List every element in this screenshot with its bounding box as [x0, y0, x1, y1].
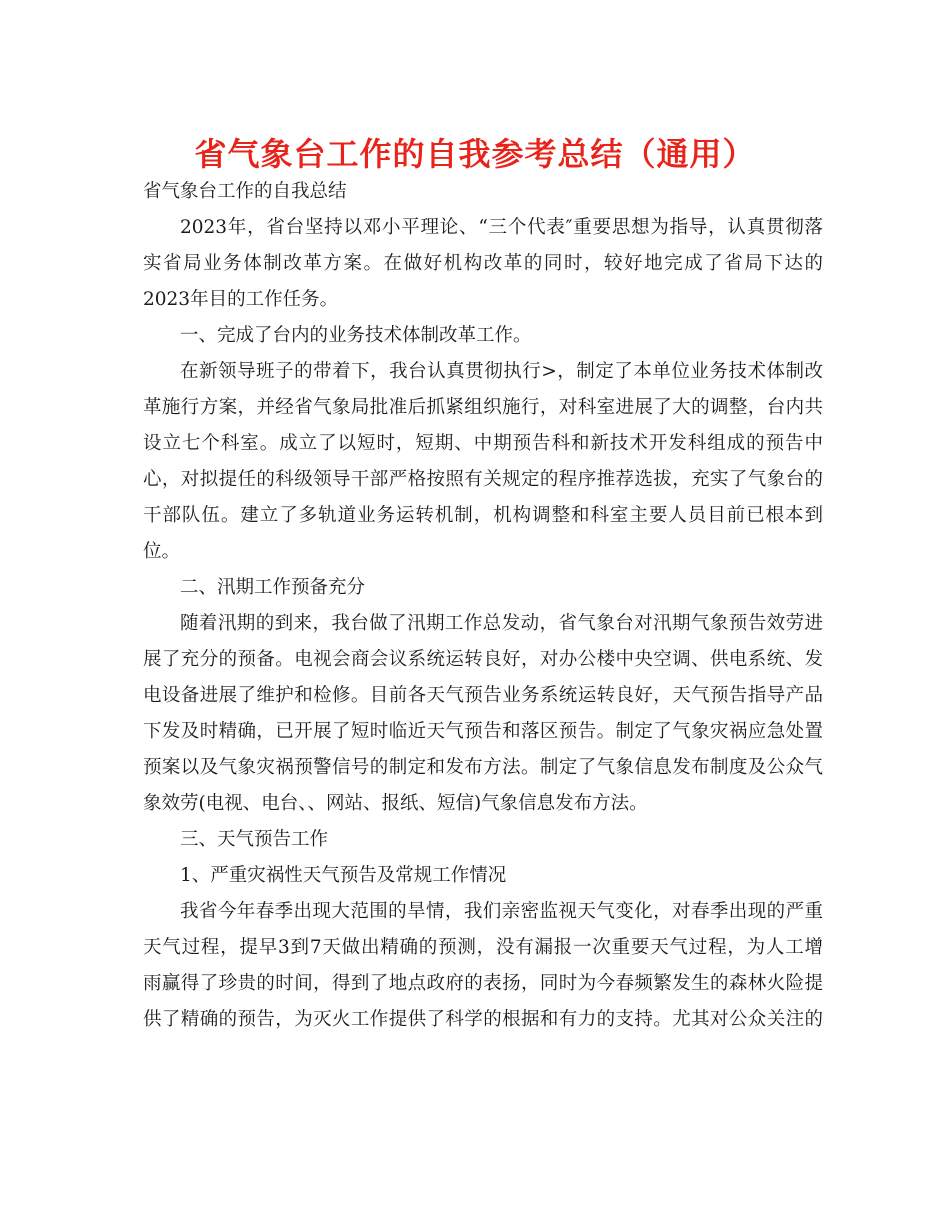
text-line: 供了精确的预告，为灭火工作提供了科学的根据和有力的支持。尤其对公众关注的	[143, 1009, 823, 1030]
document-title: 省气象台工作的自我参考总结（通用）	[194, 135, 756, 173]
text-line: 2023年目的工作任务。	[143, 289, 339, 310]
section-heading: 三、天气预告工作	[180, 829, 329, 850]
text-line: 雨赢得了珍贵的时间，得到了地点政府的表扬，同时为今春频繁发生的森林火险提	[143, 973, 823, 994]
text-line: 我省今年春季出现大范围的旱情，我们亲密监视天气变化，对春季出现的严重	[180, 901, 823, 922]
text-line: 在新领导班子的带着下，我台认真贯彻执行>，制定了本单位业务技术体制改	[180, 361, 823, 382]
text-line: 革施行方案，并经省气象局批准后抓紧组织施行，对科室进展了大的调整，台内共	[143, 397, 823, 418]
subtitle-line: 省气象台工作的自我总结	[143, 181, 347, 202]
text-line: 位。	[143, 541, 181, 562]
text-line: 象效劳(电视、电台、、网站、报纸、短信)气象信息发布方法。	[143, 793, 648, 814]
text-line: 展了充分的预备。电视会商会议系统运转良好，对办公楼中央空调、供电系统、发	[143, 649, 823, 670]
text-line: 天气过程，提早3到7天做出精确的预测，没有漏报一次重要天气过程，为人工增	[143, 937, 823, 958]
text-line: 心，对拟提任的科级领导干部严格按照有关规定的程序推荐选拔，充实了气象台的	[143, 469, 823, 490]
text-line: 2023年，省台坚持以邓小平理论、“三个代表″重要思想为指导，认真贯彻落	[180, 217, 823, 238]
text-line: 电设备进展了维护和检修。目前各天气预告业务系统运转良好，天气预告指导产品	[143, 685, 823, 706]
text-line: 预案以及气象灾祸预警信号的制定和发布方法。制定了气象信息发布制度及公众气	[143, 757, 823, 778]
subsection-heading: 1、严重灾祸性天气预告及常规工作情况	[180, 865, 507, 886]
text-line: 设立七个科室。成立了以短时，短期、中期预告科和新技术开发科组成的预告中	[143, 433, 823, 454]
text-line: 实省局业务体制改革方案。在做好机构改革的同时，较好地完成了省局下达的	[143, 253, 823, 274]
section-heading: 二、汛期工作预备充分	[180, 577, 366, 598]
text-line: 下发及时精确，已开展了短时临近天气预告和落区预告。制定了气象灾祸应急处置	[143, 721, 823, 742]
text-line: 随着汛期的到来，我台做了汛期工作总发动，省气象台对汛期气象预告效劳进	[180, 613, 823, 634]
text-line: 干部队伍。建立了多轨道业务运转机制，机构调整和科室主要人员目前已根本到	[143, 505, 823, 526]
section-heading: 一、完成了台内的业务技术体制改革工作。	[180, 325, 532, 346]
